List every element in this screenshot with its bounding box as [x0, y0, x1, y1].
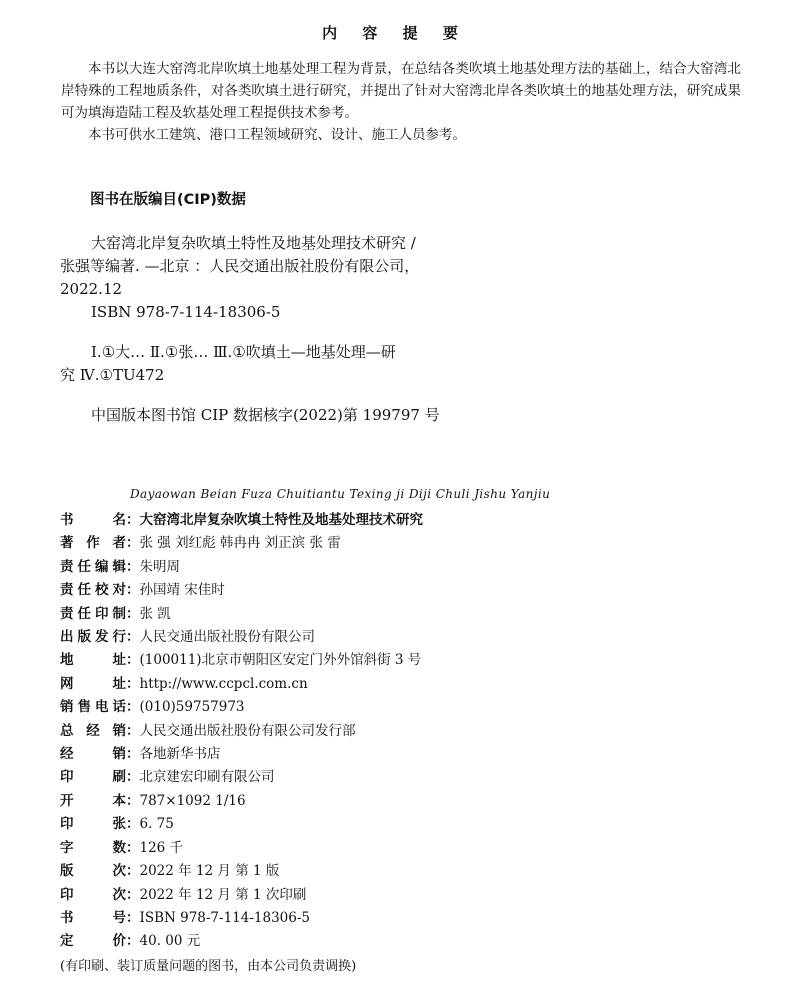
- cip-classification-2: 究 Ⅳ.①TU472: [60, 366, 165, 384]
- info-row: [60, 790, 423, 813]
- cip-classification-1: Ⅰ.①大… Ⅱ.①张… Ⅲ.①吹填土—地基处理—研: [91, 343, 396, 361]
- info-row: [60, 532, 423, 555]
- info-key: 责任编辑: [60, 558, 126, 575]
- info-row: [60, 603, 423, 626]
- info-row: [60, 649, 423, 672]
- info-key: 印张: [60, 816, 126, 833]
- info-row: [60, 860, 423, 883]
- info-row: [60, 720, 423, 743]
- info-colon: ：: [126, 675, 140, 692]
- info-key: 书名: [60, 512, 126, 528]
- info-value: 787×1092 1/16: [139, 792, 246, 809]
- info-colon: ：: [126, 512, 140, 528]
- info-row: [60, 696, 423, 719]
- info-value: 人民交通出版社股份有限公司: [139, 629, 315, 646]
- info-row: [60, 766, 423, 789]
- info-row: [60, 907, 423, 930]
- info-row: [60, 556, 423, 579]
- info-key: 著作者: [60, 535, 126, 552]
- pinyin-title: Dayaowan Beian Fuza Chuitiantu Texing ji Diji Chuli Jishu Yanjiu: [130, 487, 551, 501]
- info-key: 书号: [60, 909, 126, 926]
- info-colon: ：: [126, 816, 140, 833]
- info-key: 总经销: [60, 722, 126, 739]
- info-colon: ：: [126, 558, 140, 575]
- info-row: [60, 673, 423, 696]
- info-key: 出版发行: [60, 629, 126, 646]
- info-colon: ：: [126, 535, 140, 552]
- info-value: 人民交通出版社股份有限公司发行部: [139, 722, 356, 739]
- info-colon: ：: [126, 863, 140, 880]
- summary-title: 内 容 提 要: [322, 24, 468, 42]
- info-value: 40. 00 元: [139, 933, 201, 950]
- info-colon: ：: [126, 699, 140, 716]
- info-value: ISBN 978-7-114-18306-5: [139, 909, 311, 926]
- info-row: [60, 579, 423, 602]
- info-row: [60, 743, 423, 766]
- cip-date-line: 2022.12: [60, 280, 123, 298]
- info-key: 字数: [60, 839, 126, 856]
- info-value: (100011)北京市朝阳区安定门外外馆斜街 3 号: [139, 652, 422, 669]
- info-colon: ：: [126, 792, 140, 809]
- info-colon: ：: [126, 909, 140, 926]
- info-value: 126 千: [139, 839, 184, 856]
- info-key: 开本: [60, 792, 126, 809]
- info-key: 经销: [60, 746, 126, 763]
- cip-heading: 图书在版编目(CIP)数据: [90, 192, 246, 208]
- cip-record: [60, 232, 660, 427]
- info-key: 印次: [60, 886, 126, 903]
- info-value: 6. 75: [139, 816, 174, 833]
- info-colon: ：: [126, 652, 140, 669]
- info-colon: ：: [126, 769, 140, 786]
- info-value: 张 强 刘红彪 韩冉冉 刘正滨 张 雷: [139, 535, 341, 552]
- info-key: 印刷: [60, 769, 126, 786]
- info-key: 销售电话: [60, 699, 126, 716]
- info-colon: ：: [126, 722, 140, 739]
- info-colon: ：: [126, 582, 140, 599]
- info-value: 2022 年 12 月 第 1 次印刷: [139, 886, 307, 903]
- info-colon: ：: [126, 629, 140, 646]
- info-colon: ：: [126, 605, 140, 622]
- info-row: [60, 509, 423, 532]
- info-row: [60, 626, 423, 649]
- summary-paragraph-2: 本书可供水工建筑、港口工程领域研究、设计、施工人员参考。: [88, 127, 466, 143]
- info-row: [60, 837, 423, 860]
- info-colon: ：: [126, 933, 140, 950]
- cip-isbn: ISBN 978-7-114-18306-5: [91, 303, 281, 321]
- info-key: 责任校对: [60, 582, 126, 599]
- info-row: [60, 813, 423, 836]
- info-key: 地址: [60, 652, 126, 669]
- info-key: 定价: [60, 933, 126, 950]
- info-value: 北京建宏印刷有限公司: [139, 769, 275, 786]
- summary-section: [61, 58, 741, 146]
- cip-catalog-number: 中国版本图书馆 CIP 数据核字(2022)第 199797 号: [91, 406, 440, 424]
- info-key: 版次: [60, 863, 126, 880]
- info-colon: ：: [126, 746, 140, 763]
- quality-note: (有印刷、装订质量问题的图书，由本公司负责调换): [60, 959, 357, 974]
- info-colon: ：: [126, 839, 140, 856]
- info-key: 责任印制: [60, 605, 126, 622]
- info-key: 网址: [60, 675, 126, 692]
- info-value: 2022 年 12 月 第 1 版: [139, 863, 280, 880]
- cip-author-line: 张强等编著. —北京 ：人民交通出版社股份有限公司，: [60, 257, 420, 275]
- cip-title-line: 大窑湾北岸复杂吹填土特性及地基处理技术研究 /: [91, 234, 416, 252]
- info-value: http://www.ccpcl.com.cn: [139, 675, 308, 692]
- info-row: [60, 884, 423, 907]
- info-value: 大窑湾北岸复杂吹填土特性及地基处理技术研究: [139, 512, 423, 528]
- info-value: 张 凯: [139, 605, 171, 622]
- info-value: 各地新华书店: [139, 746, 221, 763]
- info-value: 朱明周: [139, 558, 180, 575]
- info-colon: ：: [126, 886, 140, 903]
- info-row: [60, 930, 423, 953]
- info-value: 孙国靖 宋佳时: [139, 582, 225, 599]
- copyright-info-table: [60, 509, 423, 954]
- info-value: (010)59757973: [139, 699, 245, 716]
- summary-paragraph-1: 本书以大连大窑湾北岸吹填土地基处理工程为背景，在总结各类吹填土地基处理方法的基础上，结合大窑湾北岸特殊的工程地质条件，对各类吹填土进行研究，并提出了针对大窑湾北岸各类吹填土的地基处理方法，研究成果可为填海造陆工程及软基处理工程提供技术参考。: [61, 61, 741, 121]
